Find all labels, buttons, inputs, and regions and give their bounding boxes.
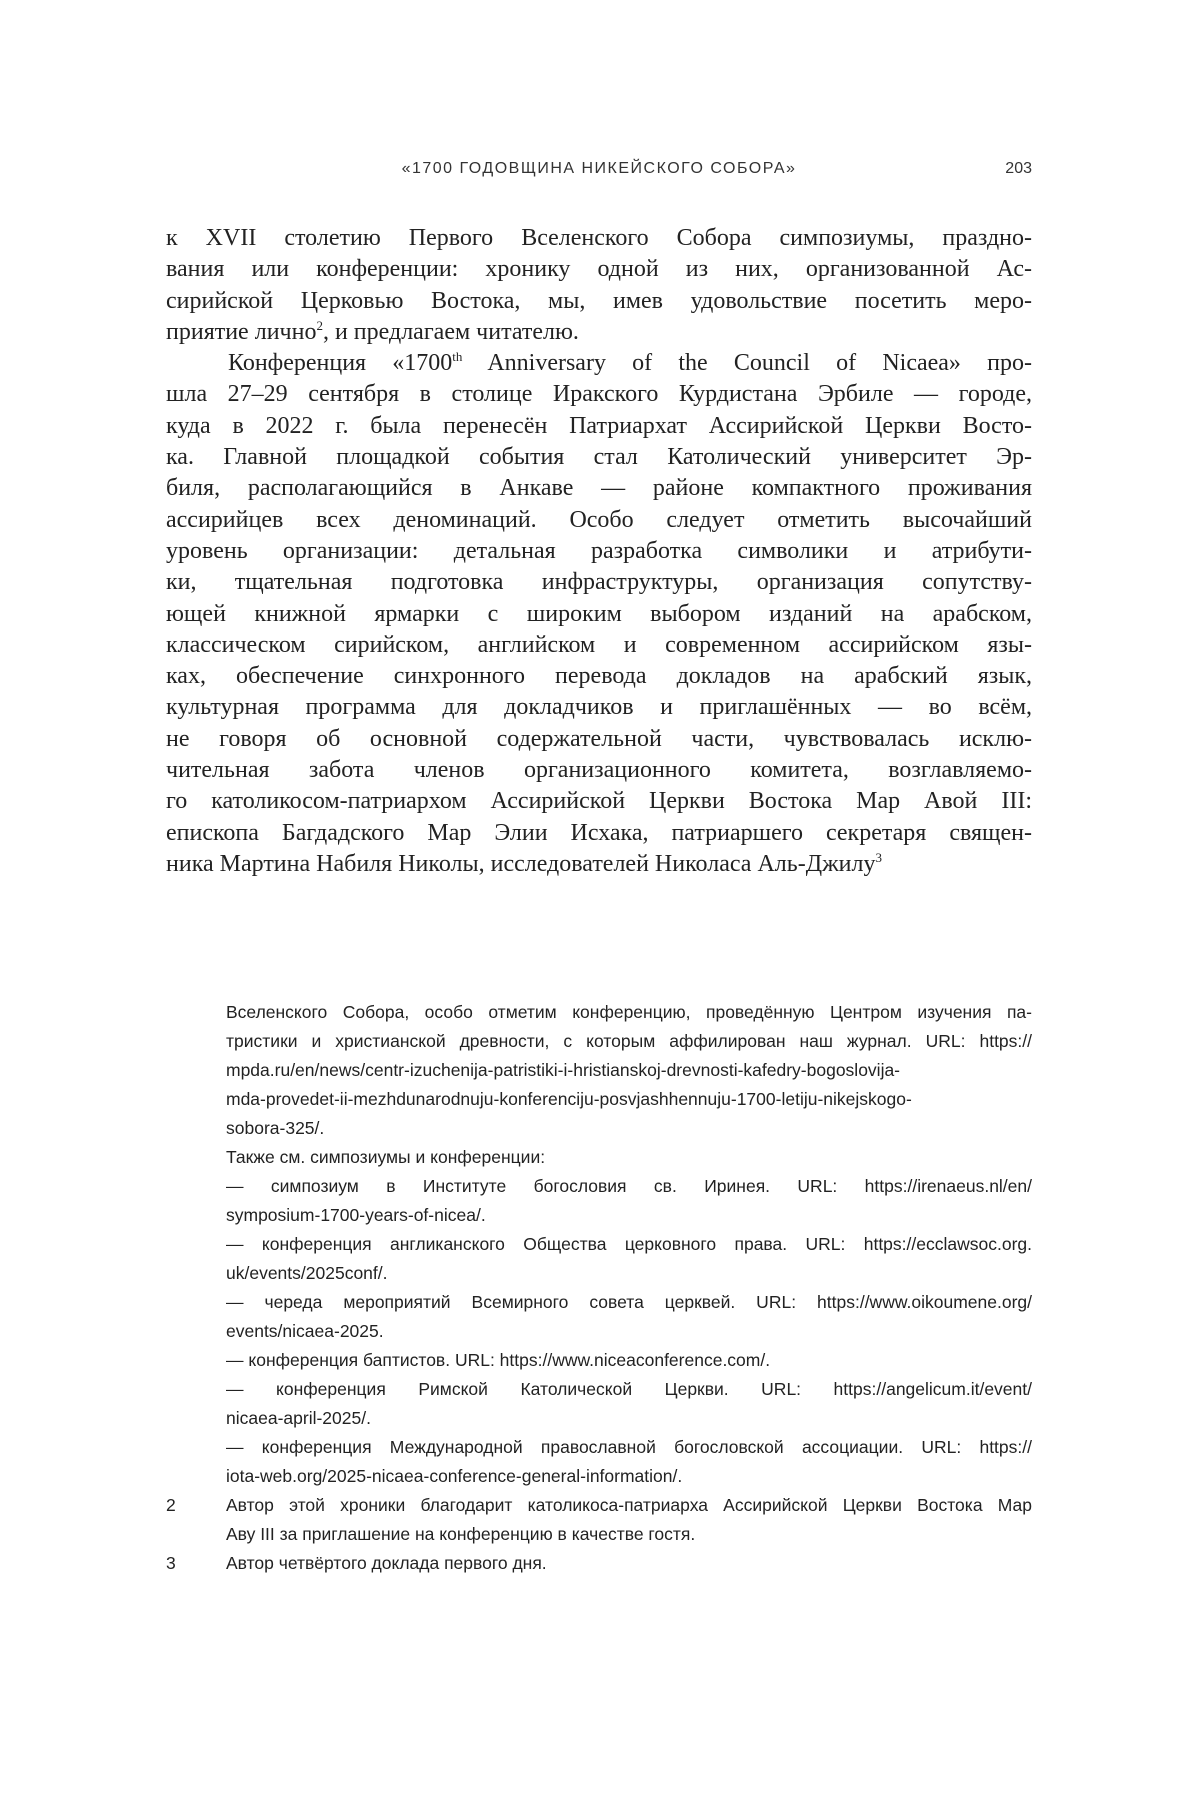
text-fragment: ках, обеспечение синхронного перевода докладов на арабский язык,	[166, 663, 1032, 690]
footnote-line: Автор этой хроники благодарит католикоса-патриарха Ассирийской Церкви Востока Мар	[226, 1495, 1032, 1515]
text-fragment: уровень организации: детальная разработка символики и атрибути-	[166, 537, 1032, 564]
footnote-line: uk/events/2025conf/.	[226, 1263, 388, 1283]
page-number: 203	[1005, 160, 1032, 177]
text-fragment: Конференция «1700	[228, 350, 453, 377]
text-line: вания или конференции: хронику одной из них, организованной Ас-	[166, 256, 1032, 283]
footnote-line: sobora-325/.	[226, 1118, 325, 1138]
text-line: сирийской Церковью Востока, мы, имев удовольствие посетить меро-	[166, 287, 1032, 314]
footnote-line: events/nicaea-2025.	[226, 1321, 384, 1341]
text-fragment: биля, располагающийся в Анкаве — районе компактного проживания	[166, 475, 1032, 502]
footnote-line: — конференция Римской Католической Церкви. URL: https://angelicum.it/event/	[226, 1379, 1032, 1399]
footnote-number: 3	[166, 1553, 176, 1573]
footnote-line: тристики и христианской древности, с которым аффилирован наш журнал. URL: https://	[226, 1031, 1032, 1051]
text-line	[166, 473, 1032, 504]
text-fragment: Anniversary of the Council of Nicaea» про-	[462, 350, 1032, 377]
footnote-2	[166, 1491, 1032, 1549]
footnote-line: symposium-1700-years-of-nicea/.	[226, 1205, 486, 1225]
footnote-line: nicaea-april-2025/.	[226, 1408, 371, 1428]
footnote-line: — конференция англиканского Общества церковного права. URL: https://ecclawsoc.org.	[226, 1234, 1032, 1254]
text-fragment: го католикосом-патриархом Ассирийской Церкви Востока Мар Авой III:	[166, 788, 1032, 815]
text-fragment: приятие лично	[166, 318, 317, 345]
footnote-line: — конференция баптистов. URL: https://www.niceaconference.com/.	[226, 1350, 771, 1370]
footnote-line: mda-provedet-ii-mezhdunarodnuju-konferenciju-posvjashhennuju-1700-letiju-nikejskogo-	[226, 1089, 912, 1109]
footnote-line: Автор четвёртого доклада первого дня.	[226, 1553, 547, 1573]
footnote-ref[interactable]: 3	[875, 849, 882, 865]
text-line	[166, 599, 1032, 630]
text-line	[166, 505, 1032, 536]
text-line	[166, 567, 1032, 598]
footnote-line: Также см. симпозиумы и конференции:	[226, 1147, 546, 1167]
text-line	[166, 630, 1032, 661]
text-line	[166, 379, 1032, 410]
footnotes	[166, 998, 1032, 1578]
text-fragment: ющей книжной ярмарки с широким выбором изданий на арабском,	[166, 600, 1032, 627]
text-fragment: шла 27–29 сентября в столице Иракского Курдистана Эрбиле — городе,	[166, 381, 1032, 408]
text-fragment: епископа Багдадского Мар Элии Исхака, патриаршего секретаря священ-	[166, 819, 1032, 846]
footnote-line: — череда мероприятий Всемирного совета церквей. URL: https://www.oikoumene.org/	[226, 1292, 1032, 1312]
paragraph-2	[166, 379, 1032, 880]
footnote-3	[166, 1549, 1032, 1578]
text-line	[166, 317, 1032, 348]
footnote-line: iota-web.org/2025-nicaea-conference-general-information/.	[226, 1466, 683, 1486]
text-line	[166, 818, 1032, 849]
superscript: th	[452, 349, 463, 365]
text-line	[166, 724, 1032, 755]
text-fragment: куда в 2022 г. была перенесён Патриархат Ассирийской Церкви Восто-	[166, 412, 1032, 439]
footnote-line: — симпозиум в Институте богословия св. Иринея. URL: https://irenaeus.nl/en/	[226, 1176, 1032, 1196]
text-fragment: ника Мартина Набиля Николы, исследователей Николаса Аль-Джилу	[166, 850, 876, 877]
footnote-1-continuation	[166, 998, 1032, 1491]
footnote-number: 2	[166, 1495, 176, 1515]
text-fragment: культурная программа для докладчиков и приглашённых — во всём,	[166, 694, 1032, 721]
text-fragment: ассирийцев всех деноминаций. Особо следует отметить высочайший	[166, 506, 1032, 533]
text-line	[166, 411, 1032, 442]
footnote-line: Вселенского Собора, особо отметим конференцию, проведённую Центром изучения па-	[226, 1002, 1032, 1022]
footnote-line: — конференция Международной православной богословской ассоциации. URL: https://	[226, 1437, 1032, 1457]
text-line	[166, 442, 1032, 473]
running-header	[166, 160, 1032, 186]
text-fragment: не говоря об основной содержательной части, чувствовалась исклю-	[166, 725, 1032, 752]
text-line: к XVII столетию Первого Вселенского Собора симпозиумы, праздно-	[166, 225, 1032, 251]
running-title: «1700 ГОДОВЩИНА НИКЕЙСКОГО СОБОРА»	[401, 160, 797, 177]
text-fragment: чительная забота членов организационного комитета, возглавляемо-	[166, 757, 1032, 784]
text-fragment: ка. Главной площадкой события стал Католический университет Эр-	[166, 444, 1032, 471]
footnote-line: mpda.ru/en/news/centr-izuchenija-patristiki-i-hristianskoj-drevnosti-kafedry-bogoslovija-	[226, 1060, 901, 1080]
text-line	[166, 536, 1032, 567]
text-line	[166, 348, 1032, 379]
text-line	[166, 849, 1032, 880]
footnote-ref[interactable]: 2	[316, 317, 323, 333]
footnote-line: Аву III за приглашение на конференцию в качестве гостя.	[226, 1524, 696, 1544]
text-line	[166, 786, 1032, 817]
text-line	[166, 692, 1032, 723]
main-text	[166, 223, 1032, 880]
text-fragment: классическом сирийском, английском и современном ассирийском язы-	[166, 631, 1032, 658]
text-line	[166, 755, 1032, 786]
text-fragment: ки, тщательная подготовка инфраструктуры, организация сопутству-	[166, 569, 1032, 596]
text-fragment: , и предлагаем читателю.	[322, 318, 579, 345]
text-line	[166, 661, 1032, 692]
